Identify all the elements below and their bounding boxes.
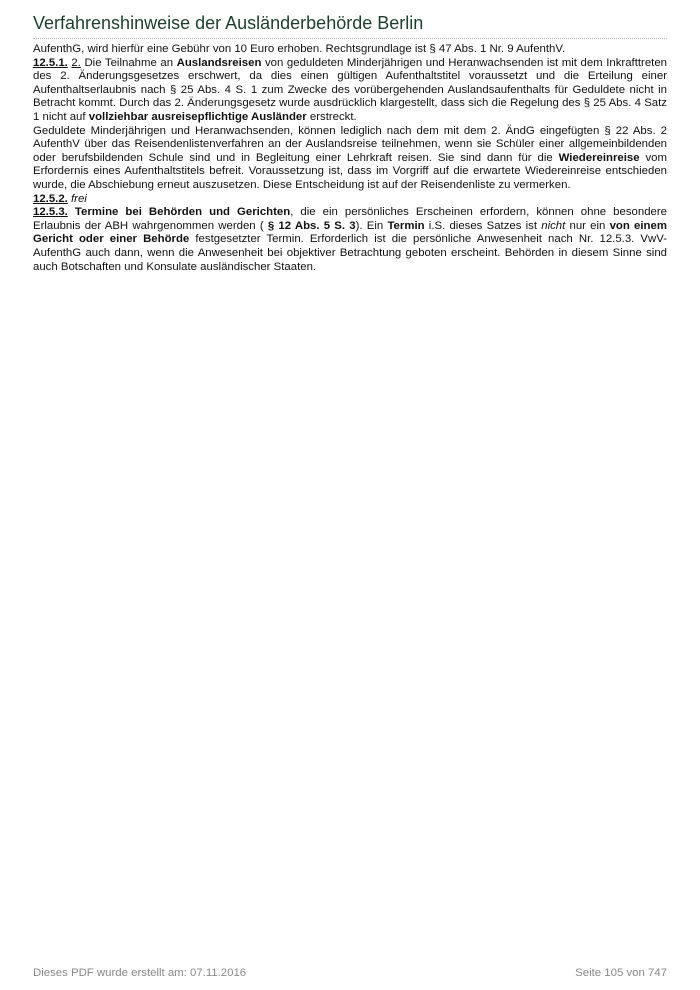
section-marker: 2.	[71, 56, 81, 69]
bold-term: § 12 Abs. 5 S. 3	[267, 219, 356, 232]
text-run: ). Ein	[355, 219, 388, 232]
paragraph-text: AufenthG, wird hierfür eine Gebühr von 10 Euro erhoben. Rechtsgrundlage ist § 47 Abs. 1 Nr. 9 AufenthV.	[33, 43, 566, 55]
section-12-5-1	[33, 57, 667, 125]
section-number: 12.5.2.	[33, 192, 68, 205]
section-number: 12.5.3.	[33, 206, 68, 219]
text-run: Geduldete Minderjährigen und Heranwachsenden, können lediglich nach dem mit dem 2. ÄndG eingefügten § 22 Abs. 2 AufenthV über das Reisendenlistenverfahren an der Auslandsreise teilnehmen, wenn sie Schüler einer allgemeinbildenden oder berufsbildenden Schule sind und in Begleitung einer Lehrkraft reisen. Sie sind dann für die	[33, 124, 667, 164]
text-run: nur ein	[565, 219, 610, 232]
bold-term: Wiedereinreise	[558, 151, 640, 164]
document-title: Verfahrenshinweise der Ausländerbehörde Berlin	[33, 13, 424, 33]
document-body	[33, 43, 667, 274]
bold-term: Termine bei Behörden und Gerichten	[74, 206, 291, 219]
italic-term: nicht	[541, 219, 566, 232]
text-run: Die Teilnahme an	[80, 56, 177, 69]
section-number: 12.5.1.	[33, 56, 68, 69]
bold-term: von einem Gericht oder einer Behörde	[33, 219, 667, 246]
page-number: Seite 105 von 747	[575, 967, 667, 979]
paragraph-geduldete	[33, 125, 667, 193]
text-run: festgesetzter Termin. Erforderlich ist die persönliche Anwesenheit nach Nr. 12.5.3. VwV-AufenthG auch dann, wenn die Anwesenheit bei objektiver Betrachtung geboten erscheint. Behörden in diesem Sinne sind auch Botschaften und Konsulate ausländischer Staaten.	[33, 233, 668, 273]
created-date: Dieses PDF wurde erstellt am: 07.11.2016	[33, 967, 247, 979]
section-status: frei	[71, 192, 87, 205]
text-run: i.S. dieses Satzes ist	[424, 219, 542, 232]
bold-term: vollziehbar ausreisepflichtige Ausländer	[88, 110, 307, 123]
text-run: vom Erfordernis eines Aufenthaltstitels befreit. Voraussetzung ist, dass im Vorgriff auf die erwartete Wiedereinreise entschieden wurde, die Abschiebung erneut auszusetzen. Diese Entscheidung ist auf der Reisendenliste zu vermerken.	[33, 151, 668, 191]
text-run: von geduldeten Minderjährigen und Heranwachsenden ist mit dem Inkrafttreten des 2. Änderungsgesetzes erschwert, da dies einen gültigen Aufenthaltstitel voraussetzt und die Erteilung einer Aufenthaltserlaubnis nach § 25 Abs. 4 S. 1 zum Zwecke des vorübergehenden Auslandsaufenthalts für Geduldete nicht in Betracht kommt. Durch das 2. Änderungsgesetz wurde ausdrücklich klargestellt, dass sich die Regelung des § 25 Abs. 4 Satz 1 nicht auf	[33, 56, 667, 123]
text-run: erstreckt.	[306, 110, 357, 123]
text-run: , die ein persönliches Erscheinen erfordern, können ohne besondere Erlaubnis der ABH wahrgenommen werden (	[33, 206, 667, 232]
section-12-5-3	[33, 206, 667, 274]
bold-term: Termin	[387, 219, 425, 232]
page-header	[33, 12, 667, 39]
section-12-5-2	[33, 193, 667, 207]
bold-term: Auslandsreisen	[176, 56, 262, 69]
paragraph-continuation	[33, 43, 667, 57]
